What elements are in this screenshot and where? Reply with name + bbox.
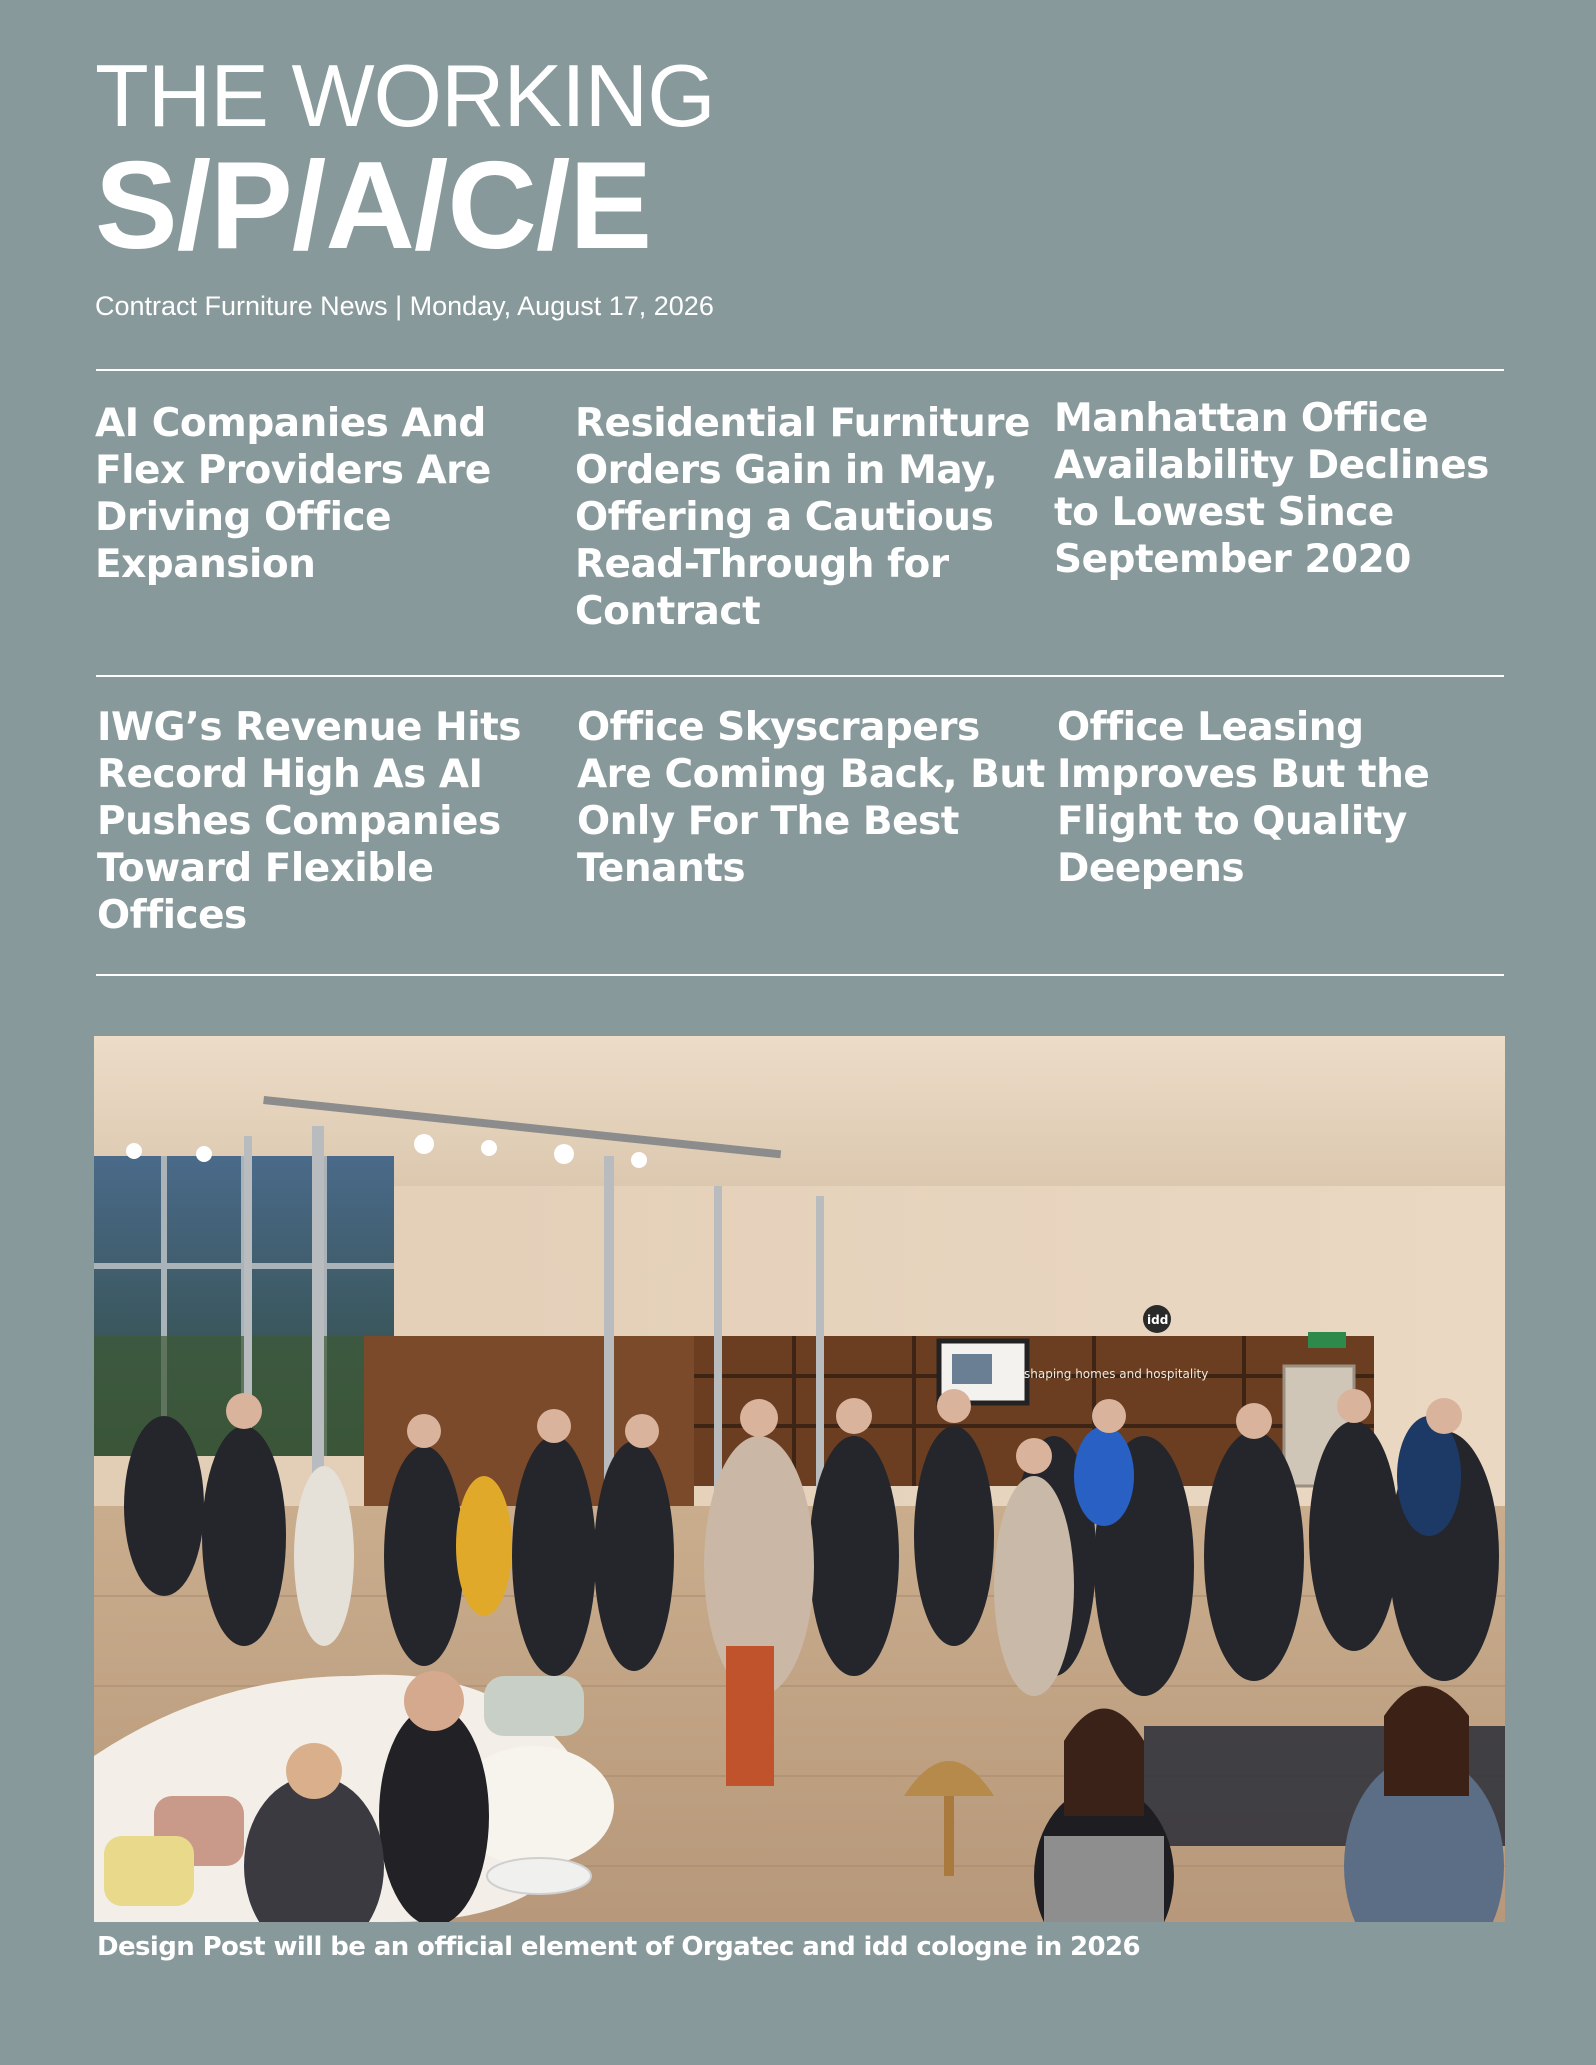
masthead-title-line1: THE WORKING (95, 46, 715, 145)
photo-caption: Design Post will be an official element of Orgatec and idd cologne in 2026 (97, 1932, 1141, 1962)
headline-manhattan-availability[interactable]: Manhattan Office Availability Declines to Lowest Since September 2020 (1054, 396, 1489, 582)
headline-ai-flex[interactable]: AI Companies And Flex Providers Are Driving Office Expansion (95, 401, 491, 587)
idd-logo: idd (1147, 1313, 1169, 1327)
booth-sign-text: shaping homes and hospitality (1024, 1367, 1209, 1381)
divider-middle (96, 675, 1504, 677)
headline-office-leasing[interactable]: Office Leasing Improves But the Flight to Quality Deepens (1057, 705, 1430, 891)
divider-top (96, 369, 1504, 371)
masthead (95, 46, 1095, 322)
divider-bottom (96, 974, 1504, 976)
masthead-subtitle: Contract Furniture News | Monday, August 17, 2026 (95, 291, 714, 321)
headline-iwg-revenue[interactable]: IWG’s Revenue Hits Record High As AI Pushes Companies Toward Flexible Offices (97, 705, 521, 938)
event-photo (94, 1036, 1505, 1922)
headline-office-skyscrapers[interactable]: Office Skyscrapers Are Coming Back, But Only For The Best Tenants (577, 705, 1045, 891)
headline-residential-orders[interactable]: Residential Furniture Orders Gain in May, Offering a Cautious Read-Through for Contract (575, 401, 1030, 634)
masthead-title-line2: S/P/A/C/E (95, 137, 652, 275)
